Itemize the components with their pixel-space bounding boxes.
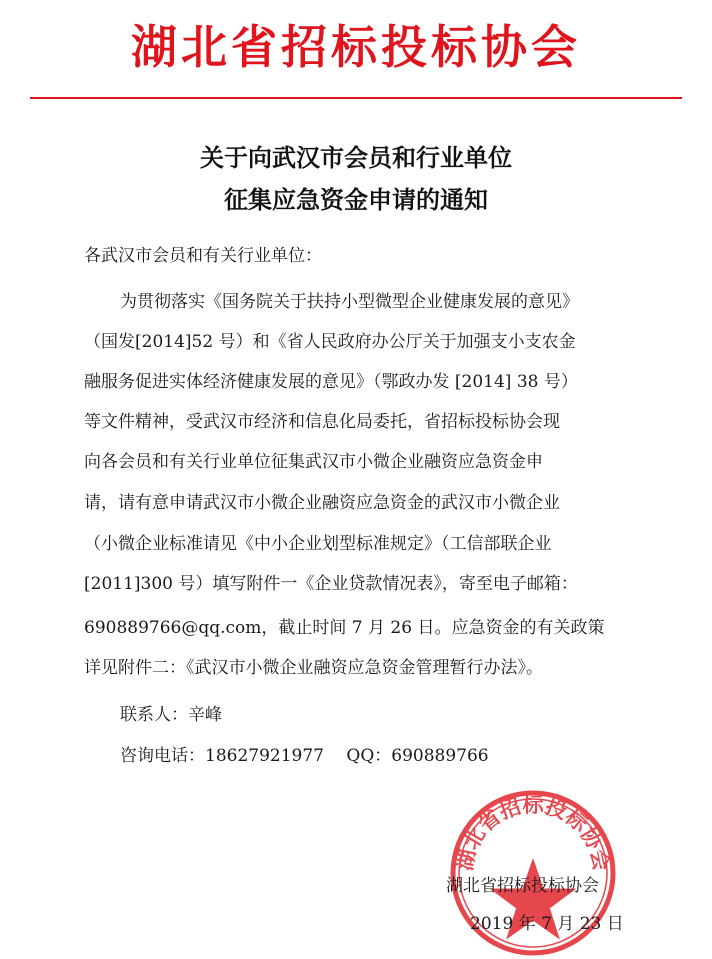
signature-org: 湖北省招标投标协会 [446,876,599,896]
body-line: （国发[2014]52 号）和《省人民政府办公厅关于加强支小支农金 [84,332,576,352]
contact-phone: 咨询电话：18627921977 QQ：690889766 [120,746,489,766]
salutation: 各武汉市会员和有关行业单位： [84,246,322,266]
body-line: 请，请有意申请武汉市小微企业融资应急资金的武汉市小微企业 [84,493,560,513]
notice-title-line-1: 关于向武汉市会员和行业单位 [200,144,512,172]
body-line: 向各会员和有关行业单位征集武汉市小微企业融资应急资金申 [84,452,543,472]
contact-person: 联系人：辛峰 [120,705,222,725]
body-line: 等文件精神，受武汉市经济和信息化局委托，省招标投标协会现 [84,412,560,432]
seal-text: 湖北省招标投标协会 [452,792,614,873]
signature-date: 2019 年 7 月 23 日 [470,914,624,934]
body-line: 融服务促进实体经济健康发展的意见》（鄂政办发 [2014] 38 号） [84,372,578,392]
notice-title-line-2: 征集应急资金申请的通知 [224,186,488,214]
body-line: 详见附件二：《武汉市小微企业融资应急资金管理暂行办法》。 [84,658,543,678]
body-line: [2011]300 号）填写附件一《企业贷款情况表》，寄至电子邮箱： [84,574,578,594]
body-line: 690889766@qq.com，截止时间 7 月 26 日。应急资金的有关政策 [84,618,605,638]
letterhead-rule [30,97,682,99]
body-line: 为贯彻落实《国务院关于扶持小型微型企业健康发展的意见》 [120,292,579,312]
letterhead-title: 湖北省招标投标协会 [131,20,581,74]
body-line: （小微企业标准请见《中小企业划型标准规定》（工信部联企业 [84,534,552,554]
